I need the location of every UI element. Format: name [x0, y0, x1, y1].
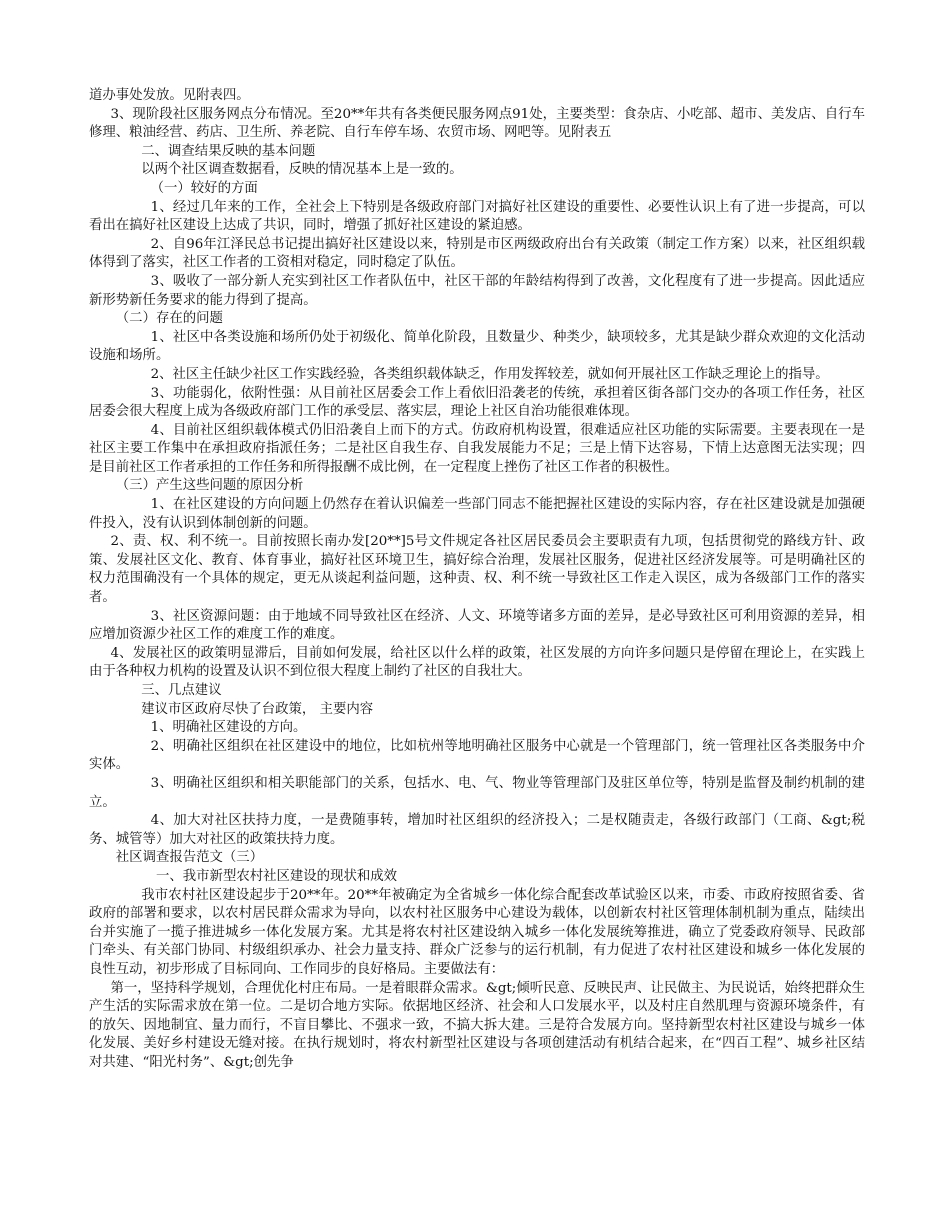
paragraph: 我市农村社区建设起步于20**年。20**年被确定为全省城乡一体化综合配套改革试验区以来，市委、市政府按照省委、省政府的部署和要求，以农村居民群众需求为导向，以农村社区服务中心建设为载体，以创新农村社区管理体制机制为重点，陆续出台并实施了一揽子推进城乡一体化发展方案。尤其是将农村社区建设纳入城乡一体化发展统筹推进，确立了党委政府领导、民政部门牵头、有关部门协同、村级组织承办、社会力量支持、群众广泛参与的运行机制，有力促进了农村社区建设和城乡一体化发展的良性互动，初步形成了目标同向、工作同步的良好格局。主要做法有： [89, 887, 865, 977]
paragraph: 3、现阶段社区服务网点分布情况。至20**年共有各类便民服务网点91处，主要类型：食杂店、小吃部、超市、美发店、自行车修理、粮油经营、药店、卫生所、养老院、自行车停车场、农贸市场、网吧等。见附表五 [89, 106, 865, 141]
paragraph: 3、功能弱化，依附性强：从目前社区居委会工作上看依旧沿袭老的传统，承担着区街各部门交办的各项工作任务，社区居委会很大程度上成为各级政府部门工作的承受层、落实层，理论上社区自治功能很难体现。 [89, 385, 865, 420]
paragraph: 4、加大对社区扶持力度，一是费随事转，增加时社区组织的经济投入；二是权随责走，各级行政部门（工商、&gt;税务、城管等）加大对社区的政策扶持力度。 [89, 813, 865, 847]
paragraph: （一）较好的方面 [150, 180, 258, 196]
paragraph: 道办事处发放。见附表四。 [89, 88, 250, 103]
paragraph: （三）产生这些问题的原因分析 [115, 478, 304, 494]
paragraph: 以两个社区调查数据看，反映的情况基本上是一致的。 [141, 162, 463, 178]
paragraph: 3、社区资源问题：由于地域不同导致社区在经济、人文、环境等诸多方面的差异，是必导致社区可利用资源的差异，相应增加资源少社区工作的难度工作的难度。 [89, 608, 865, 643]
paragraph: 1、社区中各类设施和场所仍处于初级化、简单化阶段，且数量少、种类少，缺项较多，尤其是缺少群众欢迎的文化活动设施和场所。 [89, 329, 865, 364]
document-body [89, 87, 865, 1072]
paragraph: 1、在社区建设的方向问题上仍然存在着认识偏差一些部门同志不能把握社区建设的实际内容，存在社区建设就是加强硬件投入，没有认识到体制创新的问题。 [89, 497, 865, 531]
paragraph: 4、发展社区的政策明显滞后，目前如何发展，给社区以什么样的政策，社区发展的方向许多问题只是停留在理论上，在实践上由于各种权力机构的设置及认识不到位很大程度上制约了社区的自我壮大。 [89, 645, 865, 680]
paragraph: 社区调查报告范文（三） [115, 850, 264, 866]
paragraph: 一、我市新型农村社区建设的现状和成效 [156, 868, 398, 884]
paragraph: 1、经过几年来的工作，全社会上下特别是各级政府部门对搞好社区建设的重要性、必要性认识上有了进一步提高，可以看出在搞好社区建设上达成了共识，同时，增强了抓好社区建设的紧迫感。 [89, 199, 865, 234]
paragraph: 二、调查结果反映的基本问题 [141, 143, 316, 159]
paragraph: 三、几点建议 [141, 683, 222, 698]
paragraph: 2、责、权、利不统一。目前按照长南办发[20**]5号文件规定各社区居民委员会主要职责有九项，包括贯彻党的路线方针、政策、发展社区文化、教育、体育事业，搞好社区环境卫生，搞好综合治理，发展社区服务，促进社区经济发展等。可是明确社区的权力范围确没有一个具体的规定，更无从谈起利益问题，这种责、权、利不统一导致社区工作走入误区，成为各级部门工作的落实者。 [89, 534, 865, 606]
paragraph: 2、自96年江泽民总书记提出搞好社区建设以来，特别是市区两级政府出台有关政策（制定工作方案）以来，社区组织载体得到了落实，社区工作者的工资相对稳定，同时稳定了队伍。 [89, 236, 865, 271]
paragraph: 3、明确社区组织和相关职能部门的关系，包括水、电、气、物业等管理部门及驻区单位等，特别是监督及制约机制的建立。 [89, 775, 865, 810]
paragraph: 1、明确社区建设的方向。 [150, 720, 307, 736]
paragraph: 4、目前社区组织载体模式仍旧沿袭自上而下的方式。仿政府机构设置，很难适应社区功能的实际需要。主要表现在一是社区主要工作集中在承担政府指派任务；二是社区自我生存、自我发展能力不足；三是上情下达容易，下情上达意图无法实现；四是目前社区工作者承担的工作任务和所得报酬不成比例，在一定程度上挫伤了社区工作者的积极性。 [89, 422, 865, 475]
paragraph: 3、吸收了一部分新人充实到社区工作者队伍中，社区干部的年龄结构得到了改善，文化程度有了进一步提高。因此适应新形势新任务要求的能力得到了提高。 [89, 273, 865, 308]
paragraph: 建议市区政府尽快了台政策， 主要内容 [141, 701, 374, 717]
paragraph: （二）存在的问题 [115, 311, 223, 327]
paragraph: 第一，坚持科学规划，合理优化村庄布局。一是着眼群众需求。&gt;倾听民意、反映民声、让民做主、为民说话，始终把群众生产生活的实际需求放在第一位。二是切合地方实际。依据地区经济、社会和人口发展水平，以及村庄自然肌理与资源环境条件，有的放矢、因地制宜、量力而行，不盲目攀比、不强求一致，不搞大拆大建。三是符合发展方向。坚持新型农村社区建设与城乡一体化发展、美好乡村建设无缝对接。在执行规划时，将农村新型社区建设与各项创建活动有机结合起来，在“四百工程”、城乡社区结对共建、“阳光村务”、&gt;创先争 [89, 980, 865, 1070]
paragraph: 2、明确社区组织在社区建设中的地位，比如杭州等地明确社区服务中心就是一个管理部门，统一管理社区各类服务中介实体。 [89, 738, 865, 773]
paragraph: 2、社区主任缺少社区工作实践经验，各类组织载体缺乏，作用发挥较差，就如何开展社区工作缺乏理论上的指导。 [150, 366, 829, 382]
